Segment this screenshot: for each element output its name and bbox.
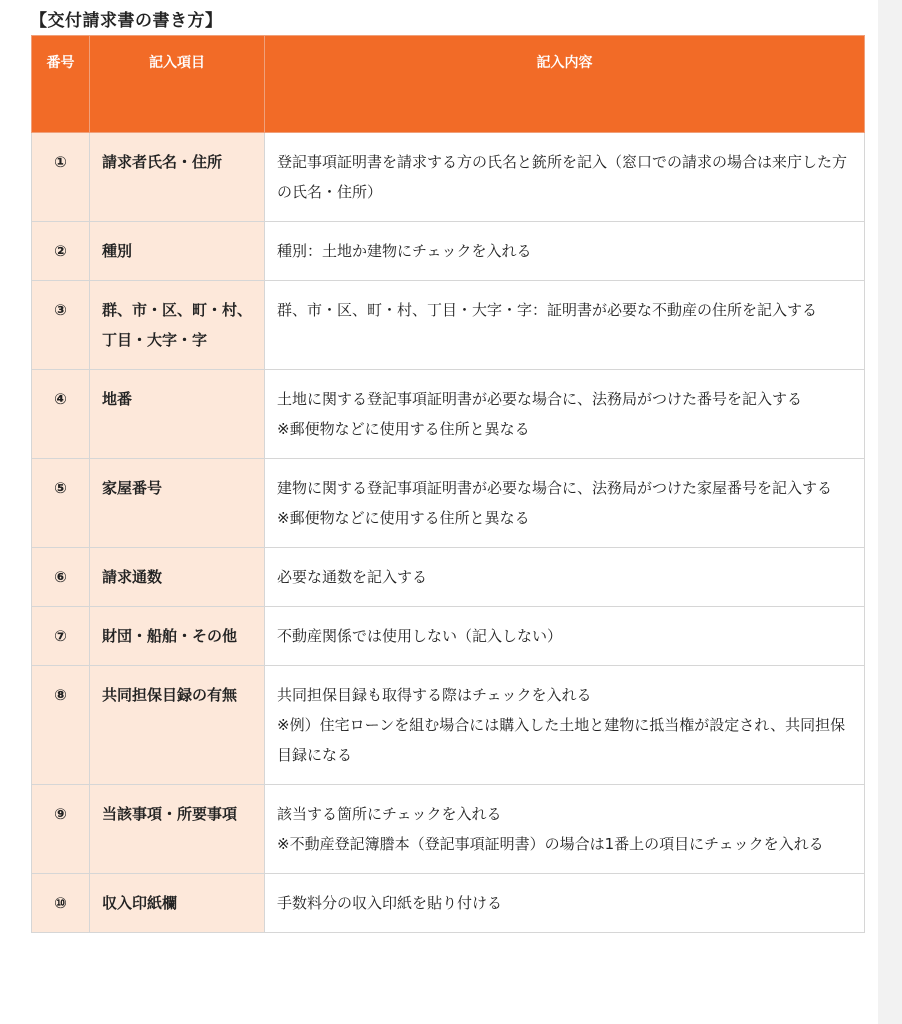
row-item [90,785,265,874]
row-item [90,281,265,370]
row-item [90,666,265,785]
row-number: ⑩ [32,874,90,933]
row-item-text: 群、市・区、町・村、 [102,301,253,319]
row-item-text: 丁目・大字・字 [102,331,208,349]
row-number: ② [32,222,90,281]
row-item [90,222,265,281]
row-content [265,874,865,933]
row-content [265,548,865,607]
row-number: ① [32,133,90,222]
row-item [90,133,265,222]
row-number: ⑧ [32,666,90,785]
row-content-text: 建物に関する登記事項証明書が必要な場合に、法務局がつけた家屋番号を記入する [277,479,833,497]
row-number: ⑨ [32,785,90,874]
row-content-text: 群、市・区、町・村、丁目・大字・字：証明書が必要な不動産の住所を記入する [277,301,818,319]
row-number: ④ [32,370,90,459]
row-item-text: 共同担保目録の有無 [102,686,238,704]
table-row [32,785,865,874]
header-item: 記入項目 [90,36,265,133]
row-number: ⑦ [32,607,90,666]
row-item-text: 財団・船舶・その他 [102,627,238,645]
row-content-text: 種別：土地か建物にチェックを入れる [277,242,532,260]
row-number: ⑥ [32,548,90,607]
table-row [32,459,865,548]
row-content [265,281,865,370]
row-content-text: 不動産関係では使用しない（記入しない） [277,627,563,645]
row-content-text: 共同担保目録も取得する際はチェックを入れる [277,686,592,704]
row-content [265,785,865,874]
row-content [265,607,865,666]
row-content [265,459,865,548]
row-content-text: 手数料分の収入印紙を貼り付ける [277,894,503,912]
row-content-text: 登記事項証明書を請求する方の氏名と銃所を記入（窓口での請求の場合は来庁した方の氏名・住所） [277,153,848,201]
row-content [265,222,865,281]
row-item-text: 当該事項・所要事項 [102,805,238,823]
row-content-text: 土地に関する登記事項証明書が必要な場合に、法務局がつけた番号を記入する [277,390,803,408]
table-row [32,222,865,281]
table-header-row [32,36,865,133]
row-content [265,666,865,785]
row-content-text: ※郵便物などに使用する住所と異なる [277,420,530,438]
header-content: 記入内容 [265,36,865,133]
row-content-text: 該当する箇所にチェックを入れる [277,805,502,823]
row-content-text: ※例）住宅ローンを組む場合には購入した土地と建物に抵当権が設定され、共同担保目録になる [277,716,846,764]
row-item [90,370,265,459]
table-row [32,607,865,666]
row-content-text: ※不動産登記簿謄本（登記事項証明書）の場合は1番上の項目にチェックを入れる [277,835,824,853]
right-scroll-gutter [878,0,902,1024]
application-guide-table [31,35,865,933]
row-item [90,459,265,548]
row-content-text: ※郵便物などに使用する住所と異なる [277,509,530,527]
table-row [32,370,865,459]
table-body [32,133,865,933]
header-number: 番号 [32,36,90,133]
table-row [32,133,865,222]
row-content-text: 必要な通数を記入する [277,568,428,586]
row-content [265,370,865,459]
table-row [32,548,865,607]
table-row [32,281,865,370]
row-item [90,548,265,607]
row-item [90,607,265,666]
row-item [90,874,265,933]
table-row [32,666,865,785]
row-item-text: 地番 [102,390,133,408]
row-item-text: 家屋番号 [102,479,163,497]
row-number: ③ [32,281,90,370]
row-item-text: 請求通数 [102,568,163,586]
page-title: 【交付請求書の書き方】 [30,11,223,31]
row-content [265,133,865,222]
row-item-text: 請求者氏名・住所 [102,153,223,171]
row-number: ⑤ [32,459,90,548]
table-row [32,874,865,933]
row-item-text: 種別 [102,242,133,260]
row-item-text: 収入印紙欄 [102,894,178,912]
